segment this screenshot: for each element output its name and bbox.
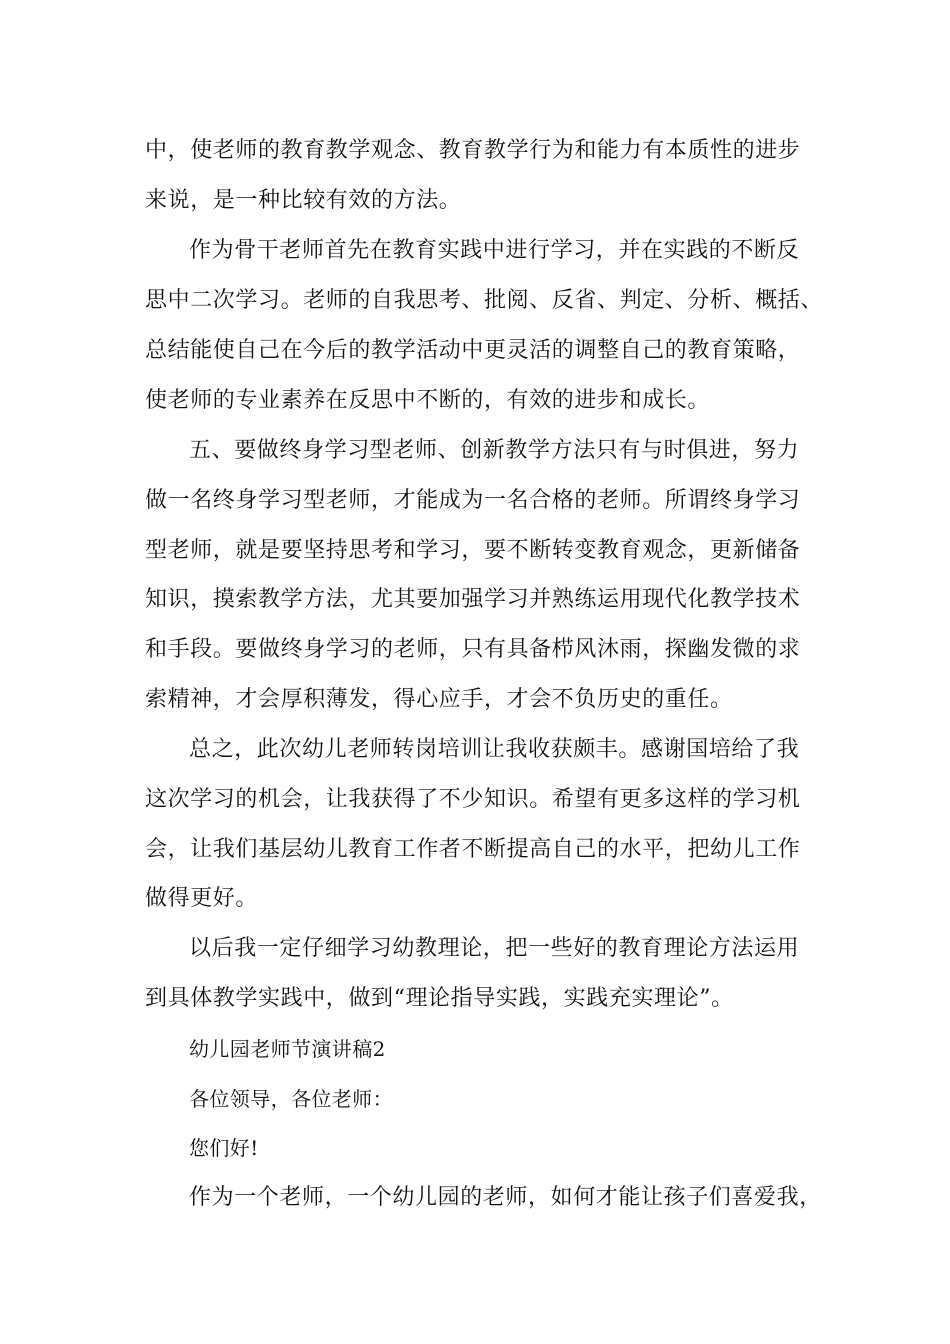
text-line: 使老师的专业素养在反思中不断的，有效的进步和成长。 bbox=[145, 388, 711, 413]
text-line: 来说，是一种比较有效的方法。 bbox=[145, 188, 462, 213]
text-line: 做一名终身学习型老师，才能成为一名合格的老师。所谓终身学习 bbox=[145, 488, 801, 513]
text-line: 索精神，才会厚积薄发，得心应手，才会不负历史的重任。 bbox=[145, 687, 733, 712]
text-line: 型老师，就是要坚持思考和学习，要不断转变教育观念，更新储备 bbox=[145, 538, 801, 563]
paragraph-start: 总之，此次幼儿老师转岗培训让我收获颇丰。感谢国培给了我 bbox=[189, 737, 800, 762]
text-line: 中，使老师的教育教学观念、教育教学行为和能力有本质性的进步 bbox=[145, 138, 801, 163]
text-line: 总结能使自己在今后的教学活动中更灵活的调整自己的教育策略， bbox=[145, 338, 801, 363]
salutation: 各位领导，各位老师： bbox=[189, 1087, 393, 1111]
text-line: 知识，摸索教学方法，尤其要加强学习并熟练运用现代化教学技术 bbox=[145, 587, 801, 612]
greeting: 您们好! bbox=[189, 1136, 259, 1160]
text-line: 到具体教学实践中，做到“理论指导实践，实践充实理论”。 bbox=[145, 986, 734, 1011]
section-heading: 幼儿园老师节演讲稿2 bbox=[189, 1037, 386, 1061]
paragraph-start: 作为骨干老师首先在教育实践中进行学习，并在实践的不断反 bbox=[189, 238, 800, 263]
text-line: 思中二次学习。老师的自我思考、批阅、反省、判定、分析、概括、 bbox=[145, 288, 824, 313]
paragraph-start: 作为一个老师，一个幼儿园的老师，如何才能让孩子们喜爱我， bbox=[189, 1185, 822, 1210]
text-line: 和手段。要做终身学习的老师，只有具备栉风沐雨，探幽发微的求 bbox=[145, 637, 801, 662]
paragraph-start: 五、要做终身学习型老师、创新教学方法只有与时俱进，努力 bbox=[189, 438, 800, 463]
text-line: 这次学习的机会，让我获得了不少知识。希望有更多这样的学习机 bbox=[145, 787, 801, 812]
text-line: 会，让我们基层幼儿教育工作者不断提高自己的水平，把幼儿工作 bbox=[145, 837, 801, 862]
paragraph-start: 以后我一定仔细学习幼教理论，把一些好的教育理论方法运用 bbox=[189, 936, 800, 961]
text-line: 做得更好。 bbox=[145, 886, 259, 911]
